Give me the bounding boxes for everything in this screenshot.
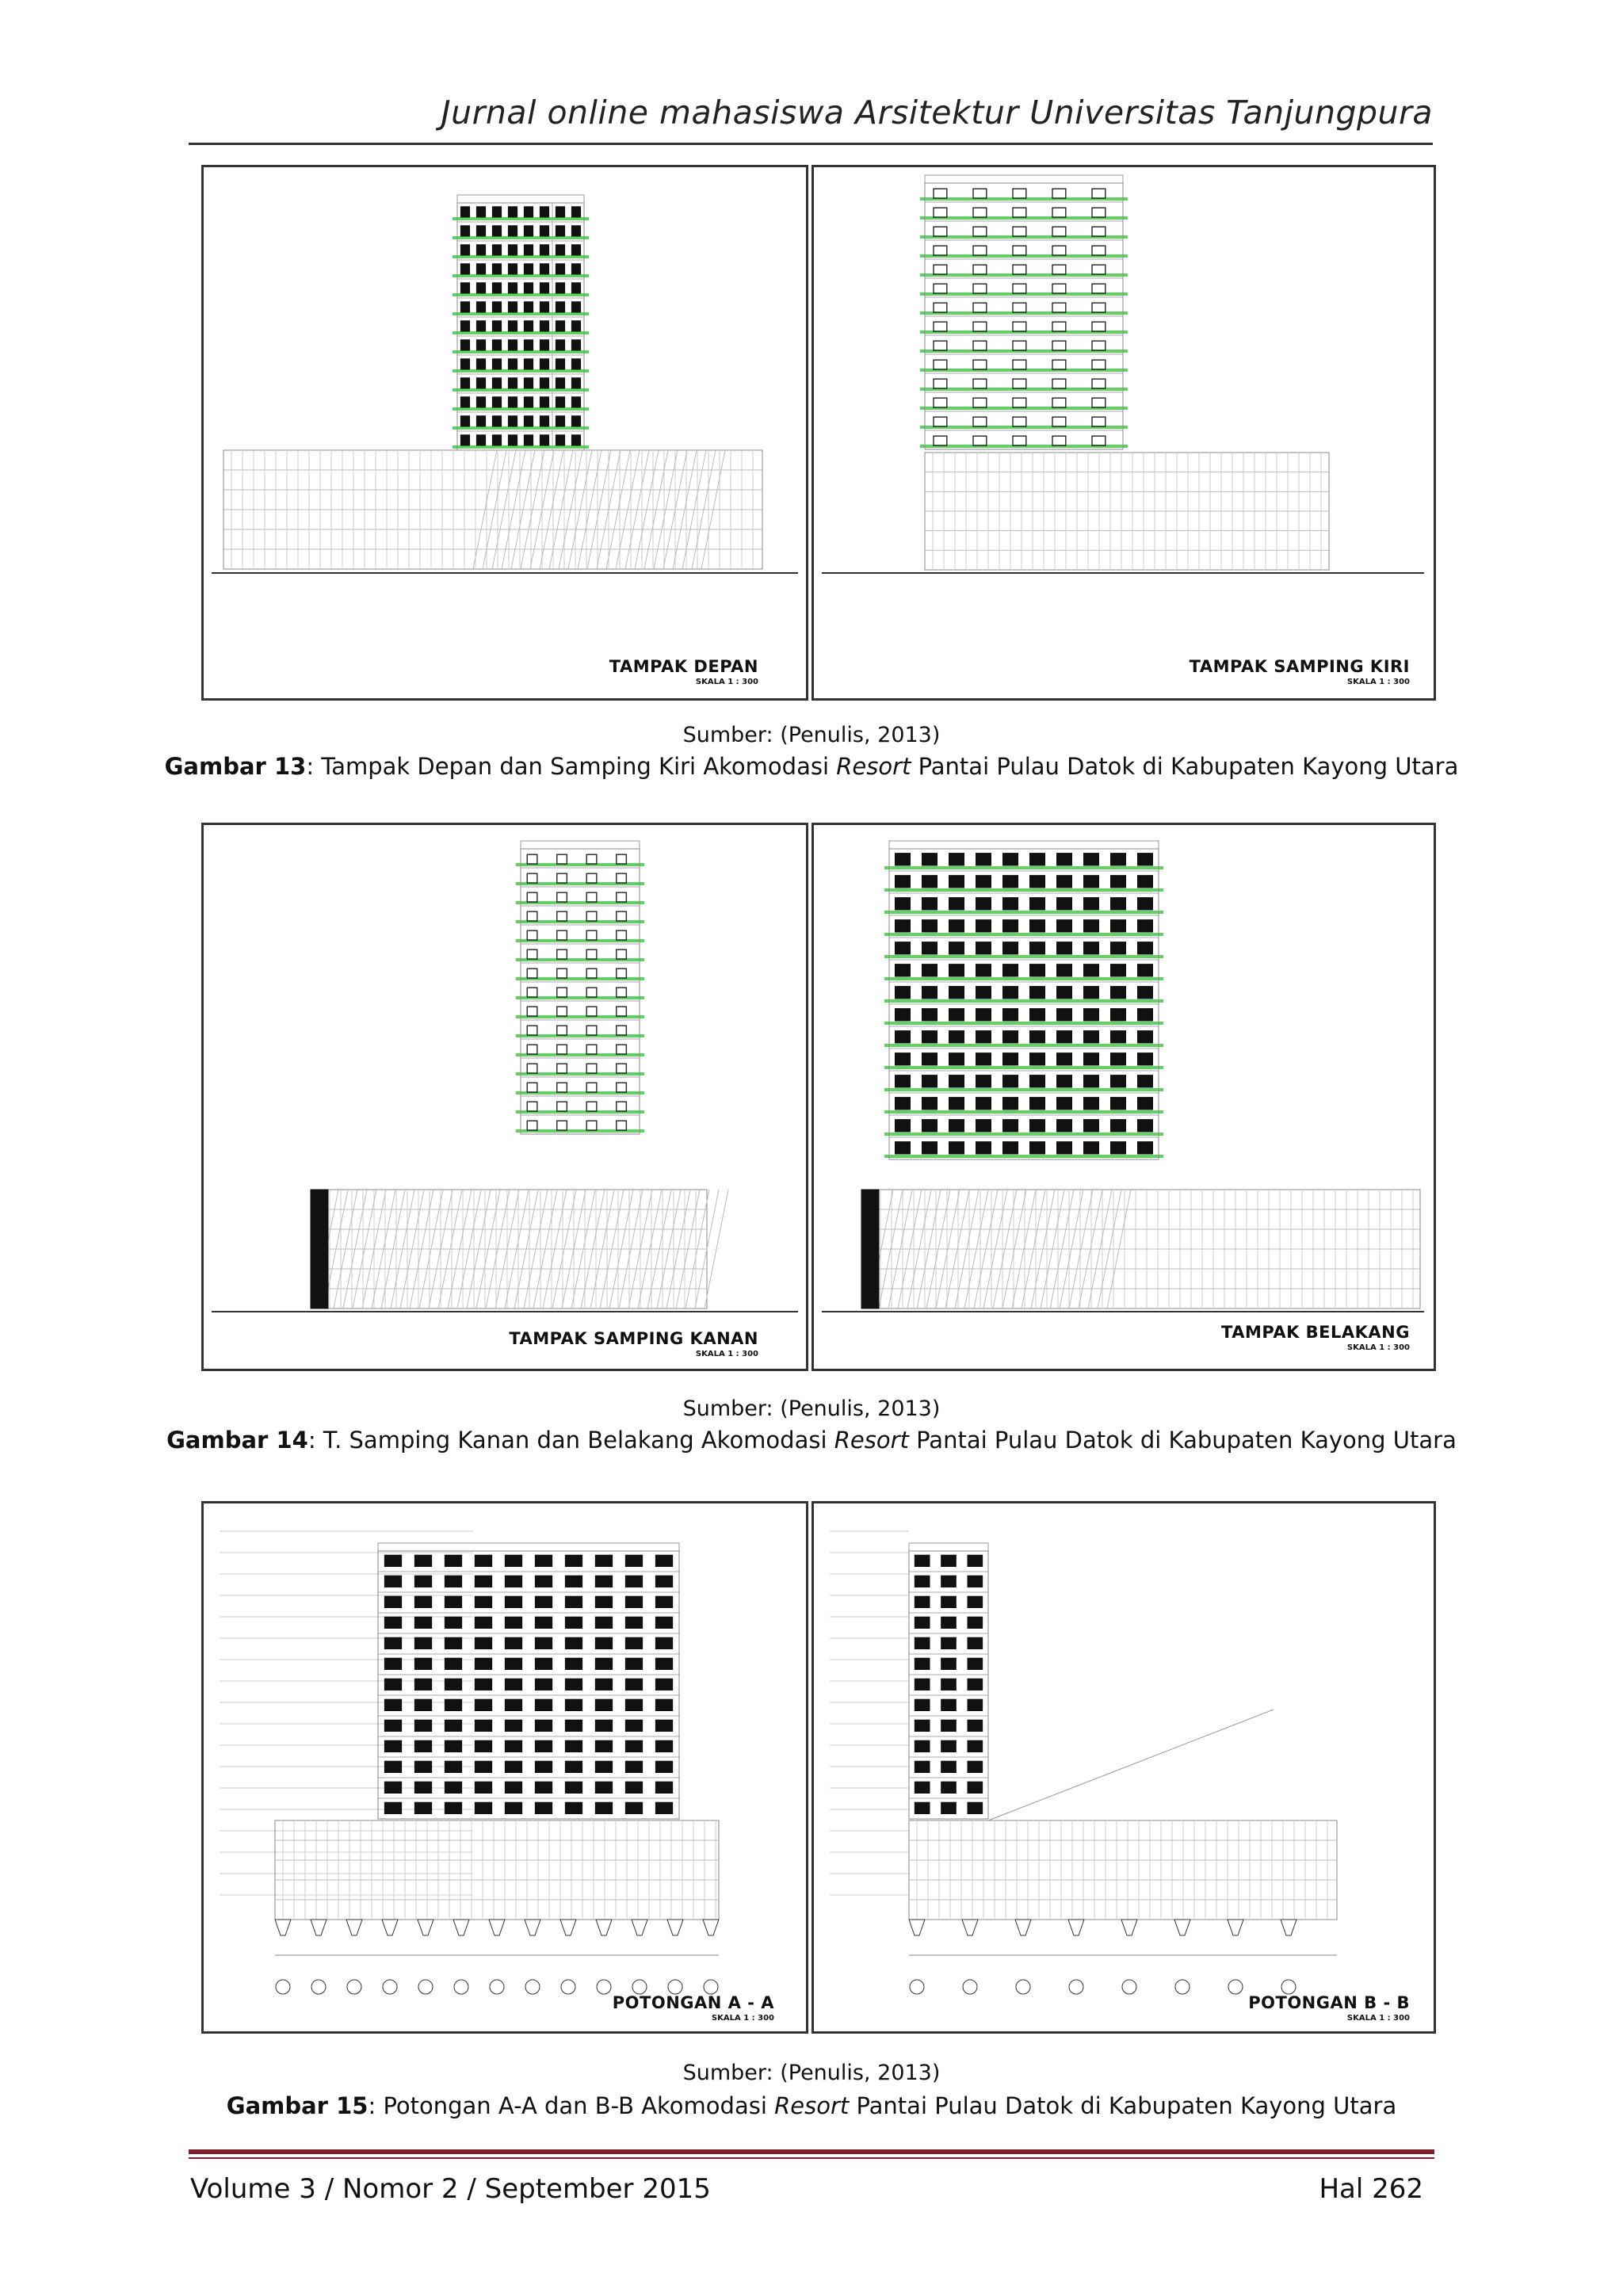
figure-13-source: Sumber: (Penulis, 2013) (682, 723, 941, 747)
panel-scale: SKALA 1 : 300 (1346, 678, 1410, 686)
panel-scale: SKALA 1 : 300 (711, 2014, 774, 2023)
figure-13-caption (0, 753, 1623, 780)
figure-14-right-side-elevation (201, 823, 808, 1371)
caption-text: : Potongan A-A dan B-B Akomodasi (368, 2092, 775, 2119)
section-aa-drawing (204, 1503, 806, 2031)
caption-text: : Tampak Depan dan Samping Kiri Akomodasi (306, 753, 837, 780)
panel-scale: SKALA 1 : 300 (695, 1350, 758, 1358)
panel-label: TAMPAK BELAKANG (1221, 1323, 1410, 1342)
caption-italic: Resort (836, 753, 911, 780)
caption-number: Gambar 13 (164, 753, 307, 780)
caption-text: : T. Samping Kanan dan Belakang Akomodasi (307, 1427, 834, 1454)
panel-label: TAMPAK SAMPING KANAN (509, 1329, 758, 1348)
caption-number: Gambar 15 (226, 2092, 369, 2119)
panel-scale: SKALA 1 : 300 (1346, 1343, 1410, 1352)
caption-number: Gambar 14 (166, 1427, 308, 1454)
panel-scale: SKALA 1 : 300 (1346, 2014, 1410, 2023)
figure-13-front-elevation (201, 165, 808, 701)
caption-italic: Resort (774, 2092, 850, 2119)
caption-italic: Resort (834, 1427, 909, 1454)
figure-13-left-side-elevation (812, 165, 1436, 701)
rear-elevation-drawing (814, 825, 1434, 1369)
footer-page-number: Hal 262 (1319, 2173, 1423, 2205)
panel-label: TAMPAK SAMPING KIRI (1189, 657, 1410, 676)
figure-14-rear-elevation (812, 823, 1436, 1371)
figure-15-caption (0, 2092, 1623, 2119)
right-side-elevation-drawing (204, 825, 806, 1369)
header-rule (189, 143, 1433, 145)
left-side-elevation-drawing (814, 167, 1434, 698)
panel-label: POTONGAN A - A (612, 1993, 774, 2012)
figure-14-source: Sumber: (Penulis, 2013) (682, 1396, 941, 1421)
journal-header: Jurnal online mahasiswa Arsitektur Universitas Tanjungpura (441, 94, 1433, 132)
figure-15-section-bb (812, 1501, 1436, 2034)
figure-15-section-aa (201, 1501, 808, 2034)
footer-volume: Volume 3 / Nomor 2 / September 2015 (190, 2173, 711, 2205)
figure-15-source: Sumber: (Penulis, 2013) (682, 2061, 941, 2085)
caption-text-end: Pantai Pulau Datok di Kabupaten Kayong Utara (911, 753, 1459, 780)
front-elevation-drawing (204, 167, 806, 698)
caption-text-end: Pantai Pulau Datok di Kabupaten Kayong Utara (849, 2092, 1397, 2119)
footer-rule (189, 2149, 1434, 2154)
section-bb-drawing (814, 1503, 1434, 2031)
figure-14-caption (0, 1427, 1623, 1454)
footer-rule-thin (189, 2157, 1434, 2159)
panel-label: TAMPAK DEPAN (609, 657, 758, 676)
panel-scale: SKALA 1 : 300 (695, 678, 758, 686)
panel-label: POTONGAN B - B (1248, 1993, 1410, 2012)
caption-text-end: Pantai Pulau Datok di Kabupaten Kayong Utara (908, 1427, 1457, 1454)
